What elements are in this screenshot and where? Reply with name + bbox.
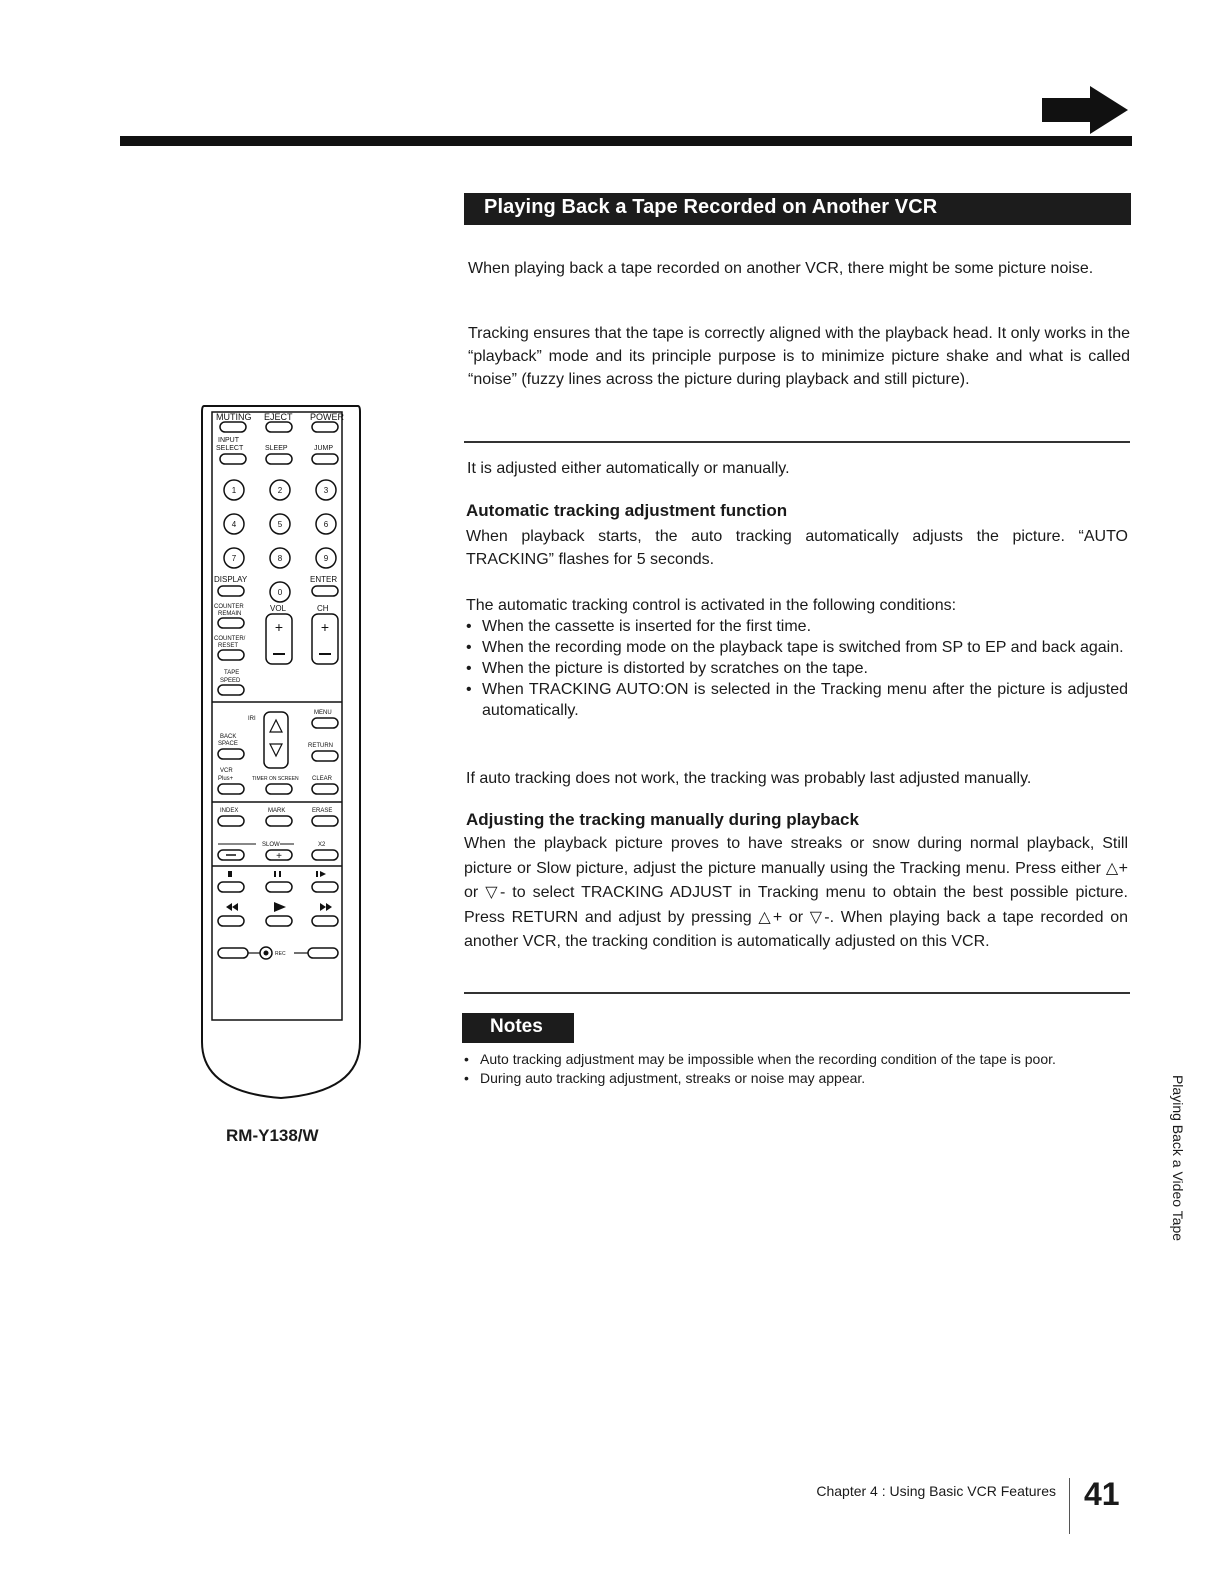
sleep-button [266, 454, 292, 464]
eject-button [266, 422, 292, 432]
slow-label: SLOW [262, 842, 280, 848]
list-item: • When the cassette is inserted for the first time. [466, 616, 1128, 637]
jump-button [312, 454, 338, 464]
list-item: • During auto tracking adjustment, streaks or noise may appear. [464, 1069, 1128, 1088]
counter-reset-label: COUNTER/ [214, 636, 246, 642]
digit-1: 1 [231, 486, 237, 495]
plus-label: Plus+ [218, 776, 234, 782]
auto-tracking-text: When playback starts, the auto tracking automatically adjusts the picture. “AUTO TRACKING” flashes for 5 seconds. [466, 528, 1128, 568]
notes-title-bar [462, 1013, 574, 1043]
divider [464, 441, 1130, 443]
notes-title: Notes [490, 1016, 543, 1037]
list-item: • When the picture is distorted by scratches on the tape. [466, 658, 1128, 679]
ir-label: IRI [248, 716, 256, 722]
footer-divider [1069, 1478, 1070, 1534]
remain-label: REMAIN [218, 611, 242, 617]
vol-label: VOL [270, 604, 287, 613]
input-select-button [220, 454, 246, 464]
muting-button [220, 422, 246, 432]
sleep-label: SLEEP [265, 445, 288, 452]
tape-label: TAPE [224, 670, 240, 676]
side-tab-label: Playing Back a Video Tape [1170, 1074, 1186, 1242]
digit-6: 6 [323, 520, 329, 529]
remote-control-illustration [196, 402, 366, 1102]
section-title: Playing Back a Tape Recorded on Another VCR [484, 196, 938, 218]
eject-label: EJECT [264, 412, 293, 422]
select-label: SELECT [216, 445, 244, 452]
auto-tracking-heading: Automatic tracking adjustment function [466, 501, 788, 520]
side-tab [1168, 1070, 1188, 1250]
mark-label: MARK [268, 808, 286, 814]
adjusted-line: It is adjusted either automatically or manually. [467, 460, 790, 477]
menu-label: MENU [314, 710, 332, 716]
top-rule [120, 136, 1132, 146]
svg-text:+: + [276, 851, 282, 862]
power-label: POWER [310, 412, 345, 422]
intro-paragraph: When playing back a tape recorded on another VCR, there might be some picture noise. [468, 260, 1094, 277]
erase-label: ERASE [312, 808, 333, 814]
conditions-list [466, 616, 1128, 721]
svg-text:+: + [320, 619, 330, 635]
digit-3: 3 [323, 486, 329, 495]
digit-2: 2 [277, 486, 283, 495]
speed-label: SPEED [220, 678, 241, 684]
not-work-paragraph: If auto tracking does not work, the tracking was probably last adjusted manually. [466, 770, 1032, 787]
muting-label: MUTING [216, 412, 252, 422]
tracking-description: Tracking ensures that the tape is correctly aligned with the playback head. It only works in the “playback” mode and its principle purpose is to minimize picture shake and what is called “noise” (fuzzy lines across the picture during playback and still picture). [468, 325, 1130, 388]
list-item: • When TRACKING AUTO:ON is selected in the Tracking menu after the picture is adjusted automatically. [466, 679, 1128, 721]
input-label: INPUT [218, 437, 239, 444]
counter-label: COUNTER [214, 604, 244, 610]
divider [464, 992, 1130, 994]
index-label: INDEX [220, 808, 239, 814]
section-title-bar [464, 193, 1131, 225]
manual-tracking-heading: Adjusting the tracking manually during playback [466, 810, 859, 829]
conditions-intro: The automatic tracking control is activated in the following conditions: [466, 597, 957, 614]
power-button [312, 422, 338, 432]
list-item: • When the recording mode on the playback tape is switched from SP to EP and back again. [466, 637, 1128, 658]
timer-label: TIMER ON SCREEN [252, 776, 299, 782]
svg-text:+: + [274, 619, 284, 635]
digit-7: 7 [231, 554, 237, 563]
manual-tracking-text: When the playback picture proves to have streaks or snow during normal playback, Still picture or Slow picture, adjust the picture manually using the Tracking menu. Press either △+ or ▽- to select TRACKING ADJUST in Tracking menu to obtain the best possible picture. Press RETURN and adjust by pressing △+ or ▽-. When playing back a tape recorded on another VCR, the tracking condition is automatically adjusted on this VCR. [464, 835, 1128, 950]
digit-9: 9 [323, 554, 329, 563]
digit-8: 8 [277, 554, 283, 563]
clear-label: CLEAR [312, 776, 333, 782]
x2-label: X2 [318, 842, 326, 848]
space-label: SPACE [218, 741, 238, 747]
reset-label: RESET [218, 643, 239, 649]
vcr-label: VCR [220, 768, 233, 774]
continue-arrow-icon [1042, 86, 1128, 134]
enter-label: ENTER [310, 575, 338, 584]
back-label: BACK [220, 734, 237, 740]
jump-label: JUMP [314, 445, 334, 452]
footer-chapter: Chapter 4 : Using Basic VCR Features [816, 1483, 1056, 1499]
digit-0: 0 [277, 588, 283, 597]
ch-label: CH [317, 604, 329, 613]
display-label: DISPLAY [214, 575, 248, 584]
digit-5: 5 [277, 520, 283, 529]
digit-4: 4 [231, 520, 237, 529]
list-item: • Auto tracking adjustment may be impossible when the recording condition of the tape is poor. [464, 1050, 1128, 1069]
remote-model-label: RM-Y138/W [226, 1126, 319, 1145]
page-number: 41 [1084, 1476, 1120, 1512]
notes-list [464, 1050, 1128, 1088]
rec-label: REC [275, 951, 286, 957]
return-label: RETURN [308, 743, 333, 749]
